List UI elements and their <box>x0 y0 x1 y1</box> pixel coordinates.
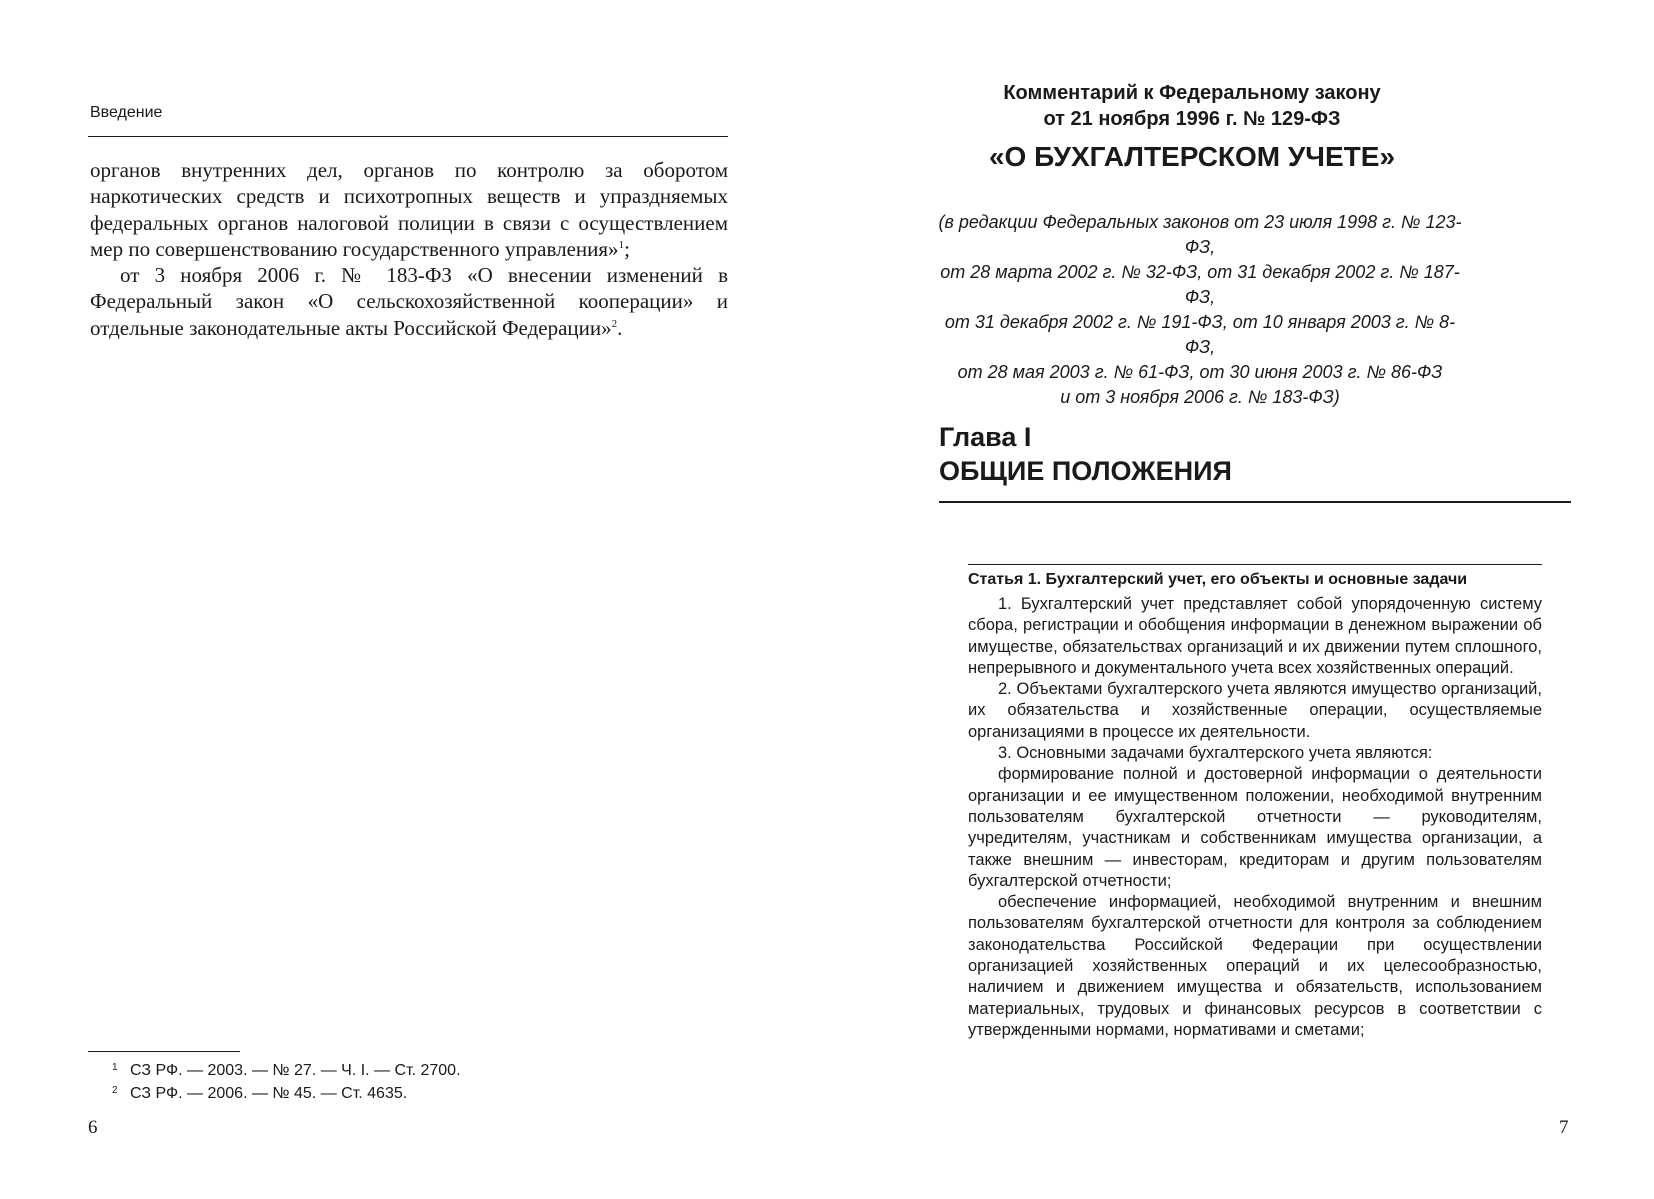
paragraph: органов внутренних дел, органов по контролю за оборотом наркотических средств и психотропных веществ и упраздняемых федеральных органов налоговой полиции в связи с осуществлением мер по совершенствованию государственного управления»$^1$; <box>90 158 728 261</box>
article-paragraph: обеспечение информацией, необходимой внутренним и внешним пользователям бухгалтерской отчетности для контроля за соблюдением законодательства Российской Федерации при осуществлении организацией хозяйственных операций и их целесообразностью, наличием и движением имущества и обязательств, использованием материальных, трудовых и финансовых ресурсов в соответствии с утвержденными нормами, нормативами и сметами; <box>968 893 1542 1039</box>
article-paragraph: 3. Основными задачами бухгалтерского учета являются: <box>998 744 1433 763</box>
law-title: «О БУХГАЛТЕРСКОМ УЧЕТЕ» <box>988 141 1396 172</box>
running-head: Введение <box>90 104 163 121</box>
amendments-line: и от 3 ноября 2006 г. № 183-ФЗ) <box>1060 387 1340 407</box>
article-body <box>968 594 1542 1041</box>
amendments-line: от 31 декабря 2002 г. № 191-ФЗ, от 10 января 2003 г. № 8-ФЗ, <box>944 312 1456 357</box>
footnote-ref-1[interactable]: 1 <box>618 238 625 251</box>
footnotes <box>112 1058 461 1104</box>
paragraph: от 3 ноября 2006 г. № 183-ФЗ «О внесении изменений в Федеральный закон «О сельскохозяйственной кооперации» и отдельные законодательные акты Российской Федерации»$^2$. <box>90 263 728 340</box>
amendments-line: (в редакции Федеральных законов от 23 июля 1998 г. № 123-ФЗ, <box>938 212 1462 257</box>
amendments-line: от 28 марта 2002 г. № 32-ФЗ, от 31 декабря 2002 г. № 187-ФЗ, <box>940 262 1460 307</box>
body-text <box>90 157 728 341</box>
amendments-line: от 28 мая 2003 г. № 61-ФЗ, от 30 июня 2003 г. № 86-ФЗ <box>957 362 1443 382</box>
article-heading: Статья 1. Бухгалтерский учет, его объекты и основные задачи <box>968 571 1468 588</box>
right-page <box>827 0 1654 1199</box>
article-paragraph: формирование полной и достоверной информации о деятельности организации и ее имущественном положении, необходимой внутренним пользователям бухгалтерской отчетности — руководителям, учредителям, участникам и собственникам имущества организации, а также внешним — инвесторам, кредиторам и другим пользователям бухгалтерской отчетности; <box>968 765 1542 890</box>
chapter-title: ОБЩИЕ ПОЛОЖЕНИЯ <box>939 456 1232 486</box>
article-rule <box>968 564 1542 565</box>
header-rule <box>88 136 728 137</box>
article-paragraph: 2. Объектами бухгалтерского учета являются имущество организаций, их обязательства и хозяйственные операции, осуществляемые организациями в процессе их деятельности. <box>968 680 1542 741</box>
article-paragraph: 1. Бухгалтерский учет представляет собой упорядоченную систему сбора, регистрации и обобщения информации в денежном выражении об имуществе, обязательствах организаций и их движении путем сплошного, непрерывного и документального учета всех хозяйственных операций. <box>968 595 1542 677</box>
page-number: 7 <box>1559 1117 1569 1138</box>
page-number: 6 <box>88 1117 98 1138</box>
footnote-rule <box>88 1051 240 1052</box>
footnote-1: 1 СЗ РФ. — 2003. — № 27. — Ч. I. — Ст. 2700. <box>112 1062 461 1079</box>
chapter-number: Глава I <box>939 422 1032 452</box>
law-header-line: Комментарий к Федеральному закону <box>1003 82 1381 104</box>
law-header-line: от 21 ноября 1996 г. № 129-ФЗ <box>1043 108 1341 130</box>
amendments-note <box>935 210 1465 410</box>
law-header <box>942 80 1442 132</box>
footnote-2: 2 СЗ РФ. — 2006. — № 45. — Ст. 4635. <box>112 1085 408 1102</box>
chapter-rule <box>939 501 1571 503</box>
footnote-ref-2[interactable]: 2 <box>611 317 618 330</box>
